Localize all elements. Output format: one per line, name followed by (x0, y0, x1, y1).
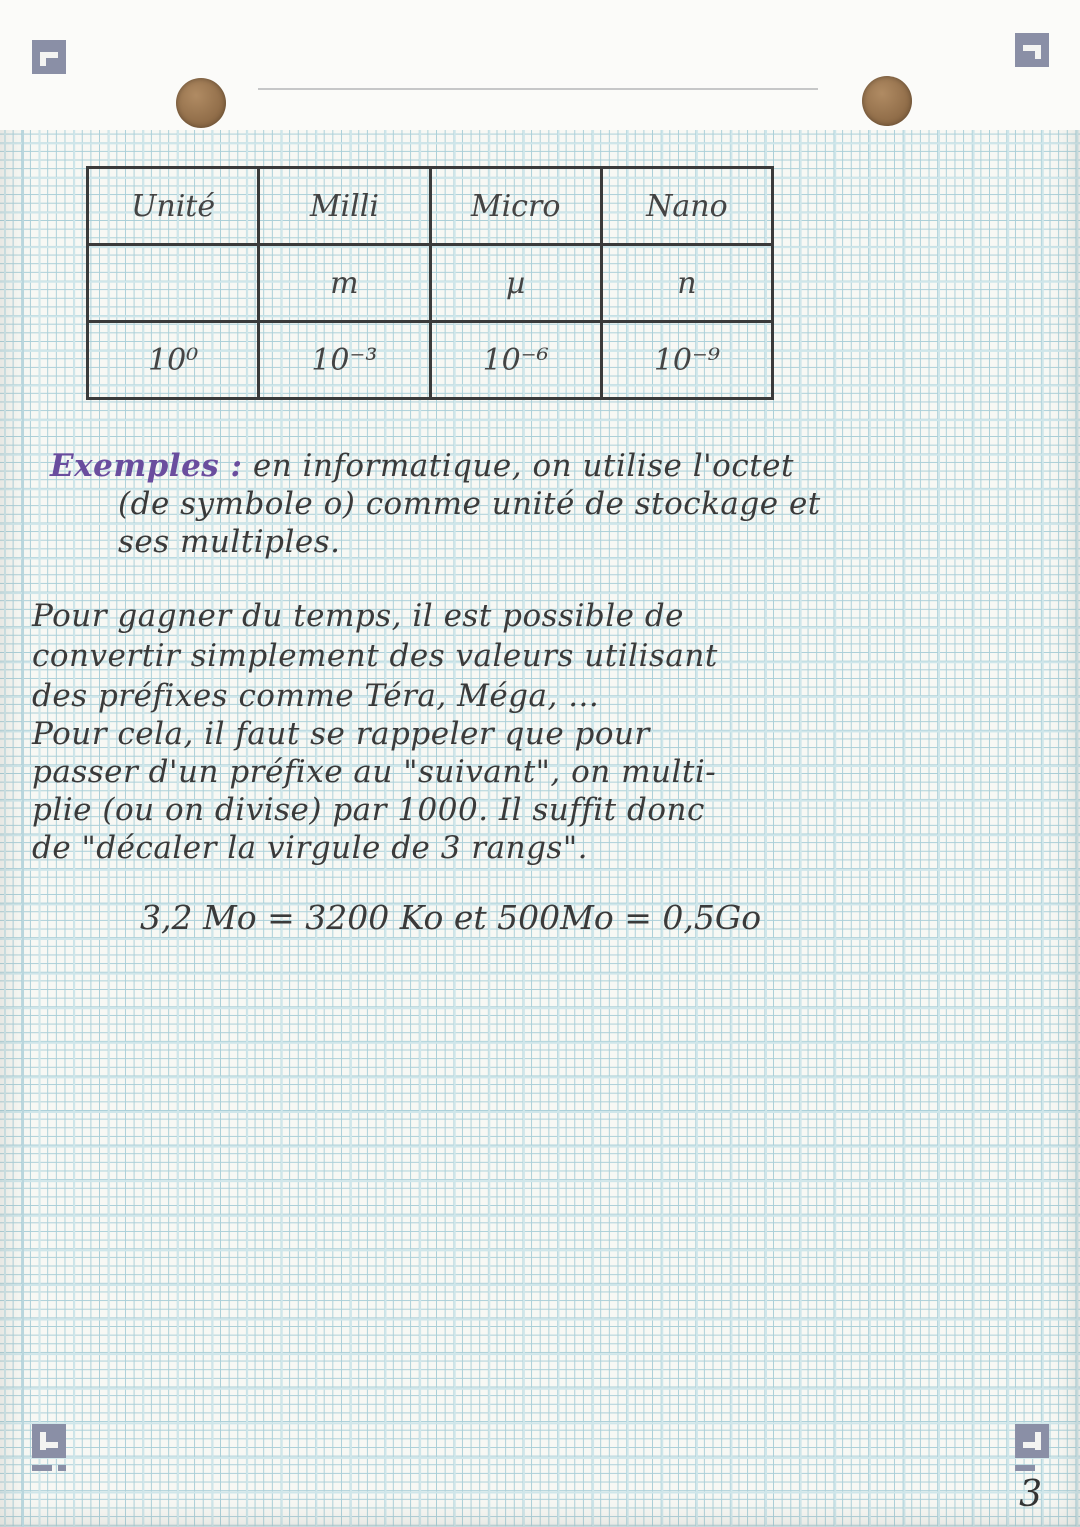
example-text: en informatique, on utilise l'octet (252, 448, 794, 484)
paragraph-line: convertir simplement des valeurs utilisant (32, 638, 718, 674)
sheet-header-band (0, 0, 1080, 130)
table-cell: Milli (259, 168, 430, 245)
corner-dash (1015, 1465, 1035, 1471)
paragraph-line: Pour gagner du temps, il est possible de (32, 598, 685, 634)
corner-marker-icon (1015, 33, 1049, 67)
paragraph-line: des préfixes comme Téra, Méga, ... (32, 678, 600, 714)
table-cell: m (259, 245, 430, 322)
paragraph-line: passer d'un préfixe au "suivant", on multi- (32, 754, 717, 790)
paragraph-line: de "décaler la virgule de 3 rangs". (32, 830, 588, 866)
prefix-table (86, 166, 774, 400)
table-row (88, 245, 773, 322)
table-cell: n (601, 245, 772, 322)
table-cell: 10⁻⁹ (601, 322, 772, 399)
page-number: 3 (1019, 1474, 1042, 1515)
table-cell: Unité (88, 168, 259, 245)
example-line (50, 448, 794, 484)
example-line: ses multiples. (118, 524, 341, 560)
paragraph-line: plie (ou on divise) par 1000. Il suffit donc (32, 792, 705, 828)
table-row (88, 168, 773, 245)
left-margin-line (22, 130, 24, 1527)
example-line: (de symbole o) comme unité de stockage et (118, 486, 821, 522)
punch-hole (176, 78, 226, 128)
example-label: Exemples : (50, 448, 243, 484)
table-cell: Nano (601, 168, 772, 245)
table-cell: Micro (430, 168, 601, 245)
table-row (88, 322, 773, 399)
table-cell (88, 245, 259, 322)
corner-marker-icon (32, 1424, 66, 1458)
corner-marker-icon (1015, 1424, 1049, 1458)
corner-dash (32, 1465, 52, 1471)
table-cell: 10⁻⁶ (430, 322, 601, 399)
table-cell: 10⁻³ (259, 322, 430, 399)
table-cell: 10⁰ (88, 322, 259, 399)
conversion-formula: 3,2 Mo = 3200 Ko et 500Mo = 0,5Go (140, 898, 762, 937)
punch-hole (862, 76, 912, 126)
corner-marker-icon (32, 40, 66, 74)
table-cell: µ (430, 245, 601, 322)
header-rule (258, 88, 818, 90)
paragraph-line: Pour cela, il faut se rappeler que pour (32, 716, 650, 752)
corner-dash (58, 1465, 66, 1471)
